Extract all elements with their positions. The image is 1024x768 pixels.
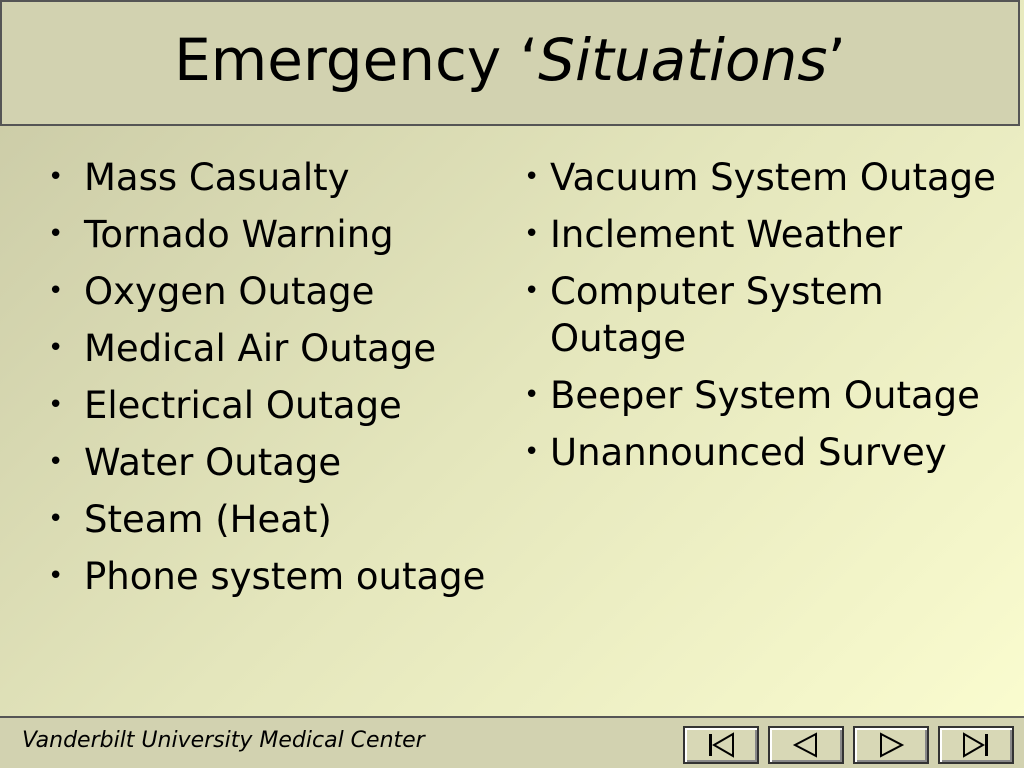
list-item: • Oxygen Outage xyxy=(48,270,375,313)
list-item: • Tornado Warning xyxy=(48,213,394,256)
bullet: • xyxy=(48,276,64,306)
right-bullet-list xyxy=(524,154,1004,486)
next-slide-button[interactable] xyxy=(853,726,929,764)
previous-slide-icon xyxy=(786,731,826,759)
first-slide-button[interactable] xyxy=(683,726,759,764)
title-prefix: Emergency ‘ xyxy=(174,26,539,94)
last-slide-button[interactable] xyxy=(938,726,1014,764)
last-slide-icon xyxy=(956,731,996,759)
list-item: • Phone system outage xyxy=(48,555,486,598)
previous-slide-button[interactable] xyxy=(768,726,844,764)
list-item: • Unannounced Survey xyxy=(524,431,947,474)
list-item: • Steam (Heat) xyxy=(48,498,332,541)
list-item: • Water Outage xyxy=(48,441,342,484)
footer-bar xyxy=(0,716,1024,768)
bullet: • xyxy=(524,380,540,410)
list-item: • Beeper System Outage xyxy=(524,374,980,417)
list-item: • Inclement Weather xyxy=(524,213,903,256)
bullet: • xyxy=(48,162,64,192)
title-emphasis: Situations xyxy=(538,26,828,94)
list-item: • Medical Air Outage xyxy=(48,327,437,370)
organization-name: Vanderbilt University Medical Center xyxy=(22,728,425,753)
bullet: • xyxy=(48,219,64,249)
bullet: • xyxy=(48,333,64,363)
bullet: • xyxy=(524,162,540,192)
list-item: • Vacuum System Outage xyxy=(524,156,996,199)
title-bar xyxy=(0,0,1020,126)
left-bullet-list xyxy=(48,154,498,610)
bullet: • xyxy=(524,276,540,306)
slide-title xyxy=(174,26,846,94)
next-slide-icon xyxy=(871,731,911,759)
list-item: • Electrical Outage xyxy=(48,384,402,427)
bullet: • xyxy=(48,447,64,477)
first-slide-icon xyxy=(701,731,741,759)
bullet: • xyxy=(48,390,64,420)
list-item: • Computer System Outage xyxy=(524,270,884,360)
title-suffix: ’ xyxy=(827,26,846,94)
bullet: • xyxy=(48,561,64,591)
list-item: • Mass Casualty xyxy=(48,156,350,199)
bullet: • xyxy=(524,219,540,249)
bullet: • xyxy=(48,504,64,534)
bullet: • xyxy=(524,437,540,467)
